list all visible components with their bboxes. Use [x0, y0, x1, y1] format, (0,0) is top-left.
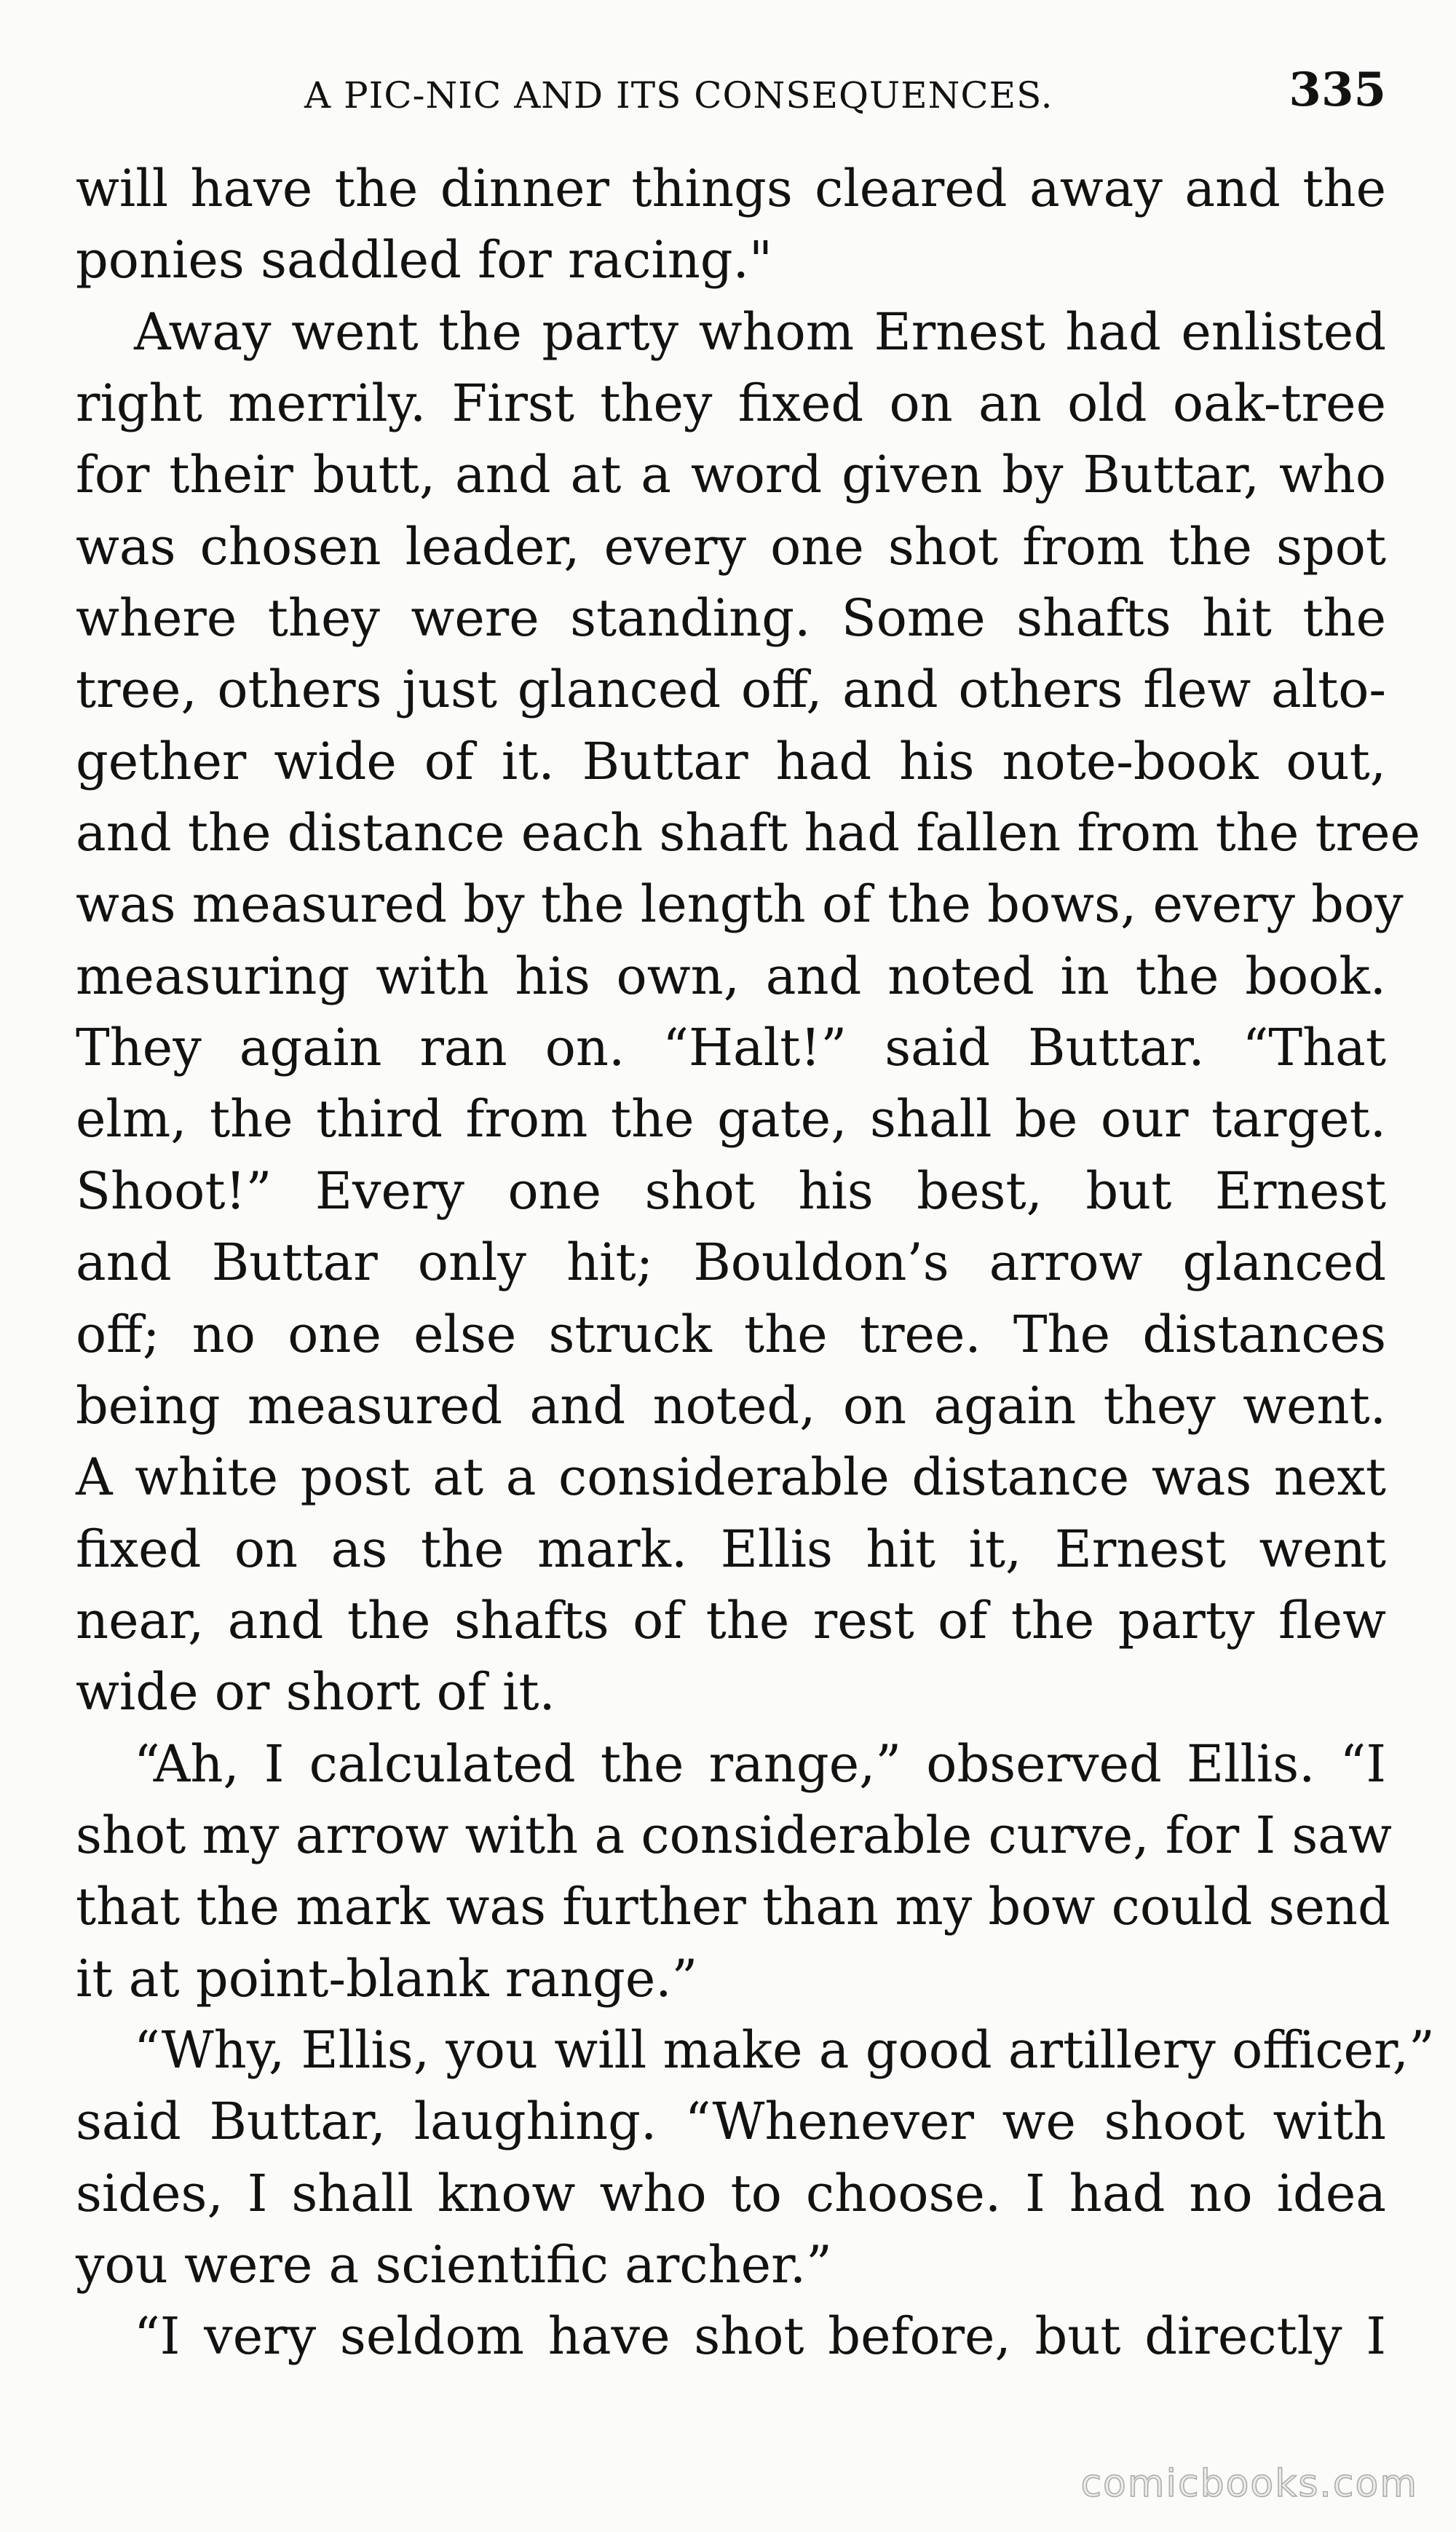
text-line: right merrily. First they fixed on an old oak-tree [76, 373, 1386, 434]
text-line: elm, the third from the gate, shall be our target. [76, 1089, 1386, 1150]
paragraph-2 [76, 296, 1420, 1728]
text-line: “Why, Ellis, you will make a good artillery officer,” [134, 2019, 1435, 2080]
watermark: comicbooks.com [1080, 2462, 1418, 2506]
text-line: measuring with his own, and noted in the book. [76, 946, 1386, 1006]
text-line: will have the dinner things cleared away and the [76, 159, 1386, 218]
text-line: ponies saddled for racing." [76, 230, 773, 290]
paragraph-4 [76, 2014, 1435, 2300]
running-header [76, 63, 1386, 130]
text-line: “I very seldom have shot before, but directly I [134, 2306, 1386, 2367]
text-line: being measured and noted, on again they went. [76, 1375, 1386, 1436]
paragraph-5 [76, 2300, 1386, 2372]
text-line: They again ran on. “Halt!” said Buttar. “That [76, 1018, 1386, 1078]
text-line: sides, I shall know who to choose. I had no idea [76, 2163, 1386, 2223]
text-line: for their butt, and at a word given by Buttar, who [76, 445, 1386, 505]
text-line: where they were standing. Some shafts hit the [76, 588, 1386, 649]
text-line: “Ah, I calculated the range,” observed Ellis. “I [134, 1733, 1386, 1794]
page-number: 335 [1289, 63, 1386, 117]
text-line: gether wide of it. Buttar had his note-book out, [76, 731, 1386, 791]
text-line: it at point-blank range.” [76, 1948, 698, 2009]
body-text [76, 153, 1435, 2373]
text-line: said Buttar, laughing. “Whenever we shoot with [76, 2092, 1386, 2152]
text-line: shot my arrow with a considerable curve, for I saw [76, 1805, 1392, 1865]
text-line: was measured by the length of the bows, every boy [76, 874, 1404, 935]
text-line: fixed on as the mark. Ellis hit it, Ernest went [76, 1519, 1386, 1579]
running-title: A PIC-NIC AND ITS CONSEQUENCES. [304, 74, 1053, 116]
text-line: and Buttar only hit; Bouldon’s arrow glanced [76, 1233, 1386, 1293]
text-line: Shoot!” Every one shot his best, but Ernest [76, 1160, 1386, 1221]
text-line: A white post at a considerable distance was next [76, 1447, 1386, 1508]
text-line: you were a scientific archer.” [76, 2234, 832, 2295]
text-line: wide or short of it. [76, 1662, 555, 1722]
text-line: off; no one else struck the tree. The distances [76, 1304, 1386, 1364]
text-line: and the distance each shaft had fallen from the tree [76, 803, 1420, 863]
paragraph-1 [76, 153, 1386, 296]
text-line: that the mark was further than my bow could send [76, 1877, 1390, 1937]
text-line: tree, others just glanced off, and others flew alto- [76, 660, 1386, 720]
text-line: Away went the party whom Ernest had enlisted [134, 301, 1386, 362]
text-line: was chosen leader, every one shot from the spot [76, 516, 1386, 577]
paragraph-3 [76, 1728, 1392, 2014]
text-line: near, and the shafts of the rest of the party flew [76, 1590, 1386, 1650]
